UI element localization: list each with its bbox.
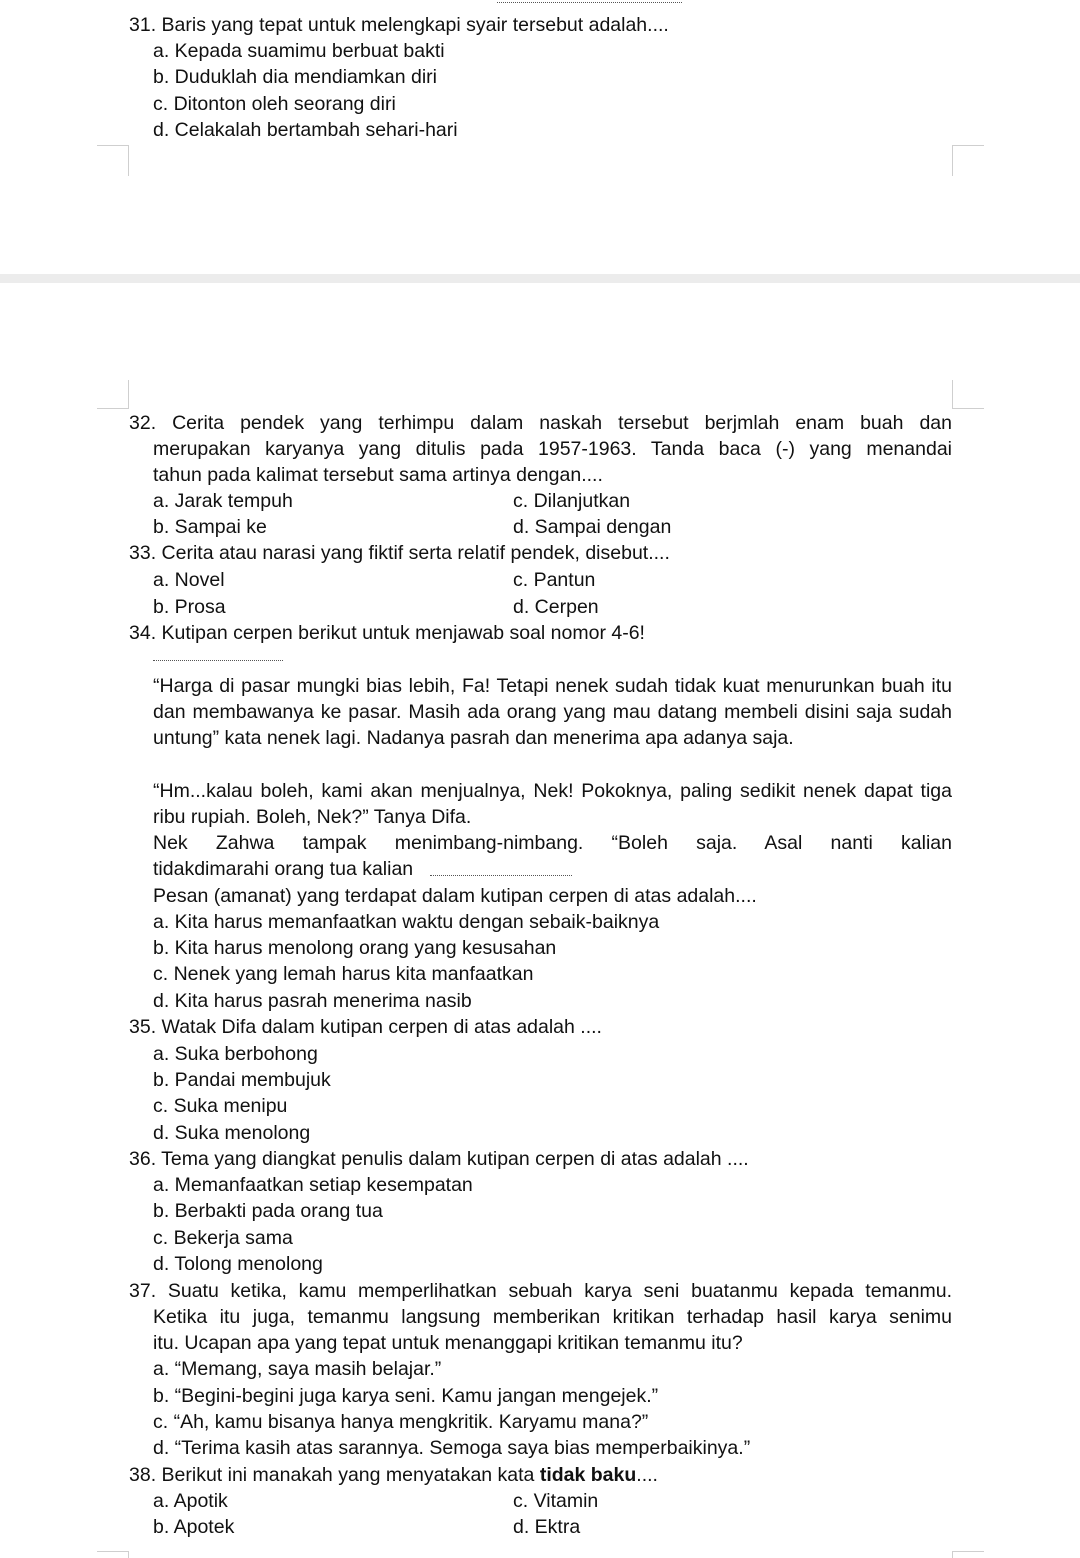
q38-option-a: a. Apotik bbox=[153, 1490, 228, 1512]
q33-stem: 33. Cerita atau narasi yang fiktif serta relatif pendek, disebut.... bbox=[129, 542, 670, 564]
q34-passage-paragraph-2: “Hm...kalau boleh, kami akan menjualnya, Nek! Pokoknya, paling sedikit nenek dapat tiga ribu rupiah. Boleh, Nek?” Tanya Difa. bbox=[153, 780, 952, 828]
q37-stem-line-1: 37. Suatu ketika, kamu memperlihatkan sebuah karya seni buatanmu kepada temanmu. bbox=[129, 1280, 952, 1302]
q34-option-a: a. Kita harus memanfaatkan waktu dengan sebaik-baiknya bbox=[153, 911, 660, 933]
q32-stem-line-3: tahun pada kalimat tersebut sama artinya dengan.... bbox=[153, 464, 603, 486]
crop-mark-top-left bbox=[97, 145, 129, 176]
q37-stem-line-2: Ketika itu juga, temanmu langsung memberikan kritikan terhadap hasil karya senimu bbox=[153, 1306, 952, 1328]
q36-option-d: d. Tolong menolong bbox=[153, 1253, 323, 1275]
q32-option-d: d. Sampai dengan bbox=[513, 516, 672, 538]
q31-option-b: b. Duduklah dia mendiamkan diri bbox=[153, 66, 437, 88]
q38-stem-prefix: 38. Berikut ini manakah yang menyatakan kata bbox=[129, 1464, 540, 1486]
q36-stem: 36. Tema yang diangkat penulis dalam kutipan cerpen di atas adalah .... bbox=[129, 1148, 749, 1170]
q33-option-b: b. Prosa bbox=[153, 596, 226, 618]
q38-stem bbox=[129, 1462, 658, 1488]
q34-passage-paragraph-3-line-1: Nek Zahwa tampak menimbang-nimbang. “Boleh saja. Asal nanti kalian bbox=[153, 832, 952, 854]
q32-option-c: c. Dilanjutkan bbox=[513, 490, 631, 512]
top-dotted-rule bbox=[497, 2, 682, 3]
q34-option-d: d. Kita harus pasrah menerima nasib bbox=[153, 990, 472, 1012]
q31-option-c: c. Ditonton oleh seorang diri bbox=[153, 93, 396, 115]
q38-stem-suffix: .... bbox=[636, 1464, 658, 1486]
page-break-band bbox=[0, 274, 1080, 283]
q31-option-d: d. Celakalah bertambah sehari-hari bbox=[153, 119, 458, 141]
q36-option-a: a. Memanfaatkan setiap kesempatan bbox=[153, 1174, 473, 1196]
q34-dotted-separator bbox=[153, 660, 283, 661]
q38-stem-bold: tidak baku bbox=[539, 1464, 637, 1486]
q35-option-c: c. Suka menipu bbox=[153, 1095, 288, 1117]
q37-option-d: d. “Terima kasih atas sarannya. Semoga saya bias memperbaikinya.” bbox=[153, 1437, 751, 1459]
q33-option-d: d. Cerpen bbox=[513, 596, 599, 618]
q35-option-a: a. Suka berbohong bbox=[153, 1043, 318, 1065]
q33-option-a: a. Novel bbox=[153, 569, 225, 591]
q37-stem-line-3: itu. Ucapan apa yang tepat untuk menanggapi kritikan temanmu itu? bbox=[153, 1332, 743, 1354]
q32-stem-line-1: 32. Cerita pendek yang terhimpu dalam naskah tersebut berjmlah enam buah dan bbox=[129, 412, 952, 434]
q34-question: Pesan (amanat) yang terdapat dalam kutipan cerpen di atas adalah.... bbox=[153, 885, 757, 907]
q33-option-c: c. Pantun bbox=[513, 569, 596, 591]
q38-option-c: c. Vitamin bbox=[513, 1490, 599, 1512]
q34-passage-paragraph-3-line-2: tidakdimarahi orang tua kalian bbox=[153, 858, 414, 880]
crop-mark-top-right bbox=[952, 145, 984, 176]
q34-option-c: c. Nenek yang lemah harus kita manfaatkan bbox=[153, 963, 534, 985]
q34-stem: 34. Kutipan cerpen berikut untuk menjawab soal nomor 4-6! bbox=[129, 622, 645, 644]
crop-mark-bottom-left bbox=[97, 380, 129, 409]
q35-stem: 35. Watak Difa dalam kutipan cerpen di atas adalah .... bbox=[129, 1016, 602, 1038]
q36-option-c: c. Bekerja sama bbox=[153, 1227, 293, 1249]
q35-option-b: b. Pandai membujuk bbox=[153, 1069, 331, 1091]
q34-passage-paragraph-1: “Harga di pasar mungki bias lebih, Fa! Tetapi nenek sudah tidak kuat menurunkan buah itu dan membawanya ke pasar. Masih ada orang yang mau datang membeli disini saja sudah untung” kata nenek lagi. Nadanya pasrah dan menerima apa adanya saja. bbox=[153, 675, 952, 749]
q37-option-b: b. “Begini-begini juga karya seni. Kamu jangan mengejek.” bbox=[153, 1385, 659, 1407]
crop-mark-bottom-right bbox=[952, 380, 984, 409]
q38-option-b: b. Apotek bbox=[153, 1516, 235, 1538]
q37-option-c: c. “Ah, kamu bisanya hanya mengkritik. Karyamu mana?” bbox=[153, 1411, 649, 1433]
q32-option-a: a. Jarak tempuh bbox=[153, 490, 293, 512]
q35-option-d: d. Suka menolong bbox=[153, 1122, 311, 1144]
q31-stem: 31. Baris yang tepat untuk melengkapi syair tersebut adalah.... bbox=[129, 14, 669, 36]
q32-stem-line-2: merupakan karyanya yang ditulis pada 1957-1963. Tanda baca (-) yang menandai bbox=[153, 438, 952, 460]
q31-option-a: a. Kepada suamimu berbuat bakti bbox=[153, 40, 445, 62]
q38-option-d: d. Ektra bbox=[513, 1516, 581, 1538]
q34-passage-ellipsis-dots bbox=[430, 875, 572, 876]
q36-option-b: b. Berbakti pada orang tua bbox=[153, 1200, 383, 1222]
q37-option-a: a. “Memang, saya masih belajar.” bbox=[153, 1358, 442, 1380]
q32-option-b: b. Sampai ke bbox=[153, 516, 267, 538]
q34-option-b: b. Kita harus menolong orang yang kesusahan bbox=[153, 937, 557, 959]
